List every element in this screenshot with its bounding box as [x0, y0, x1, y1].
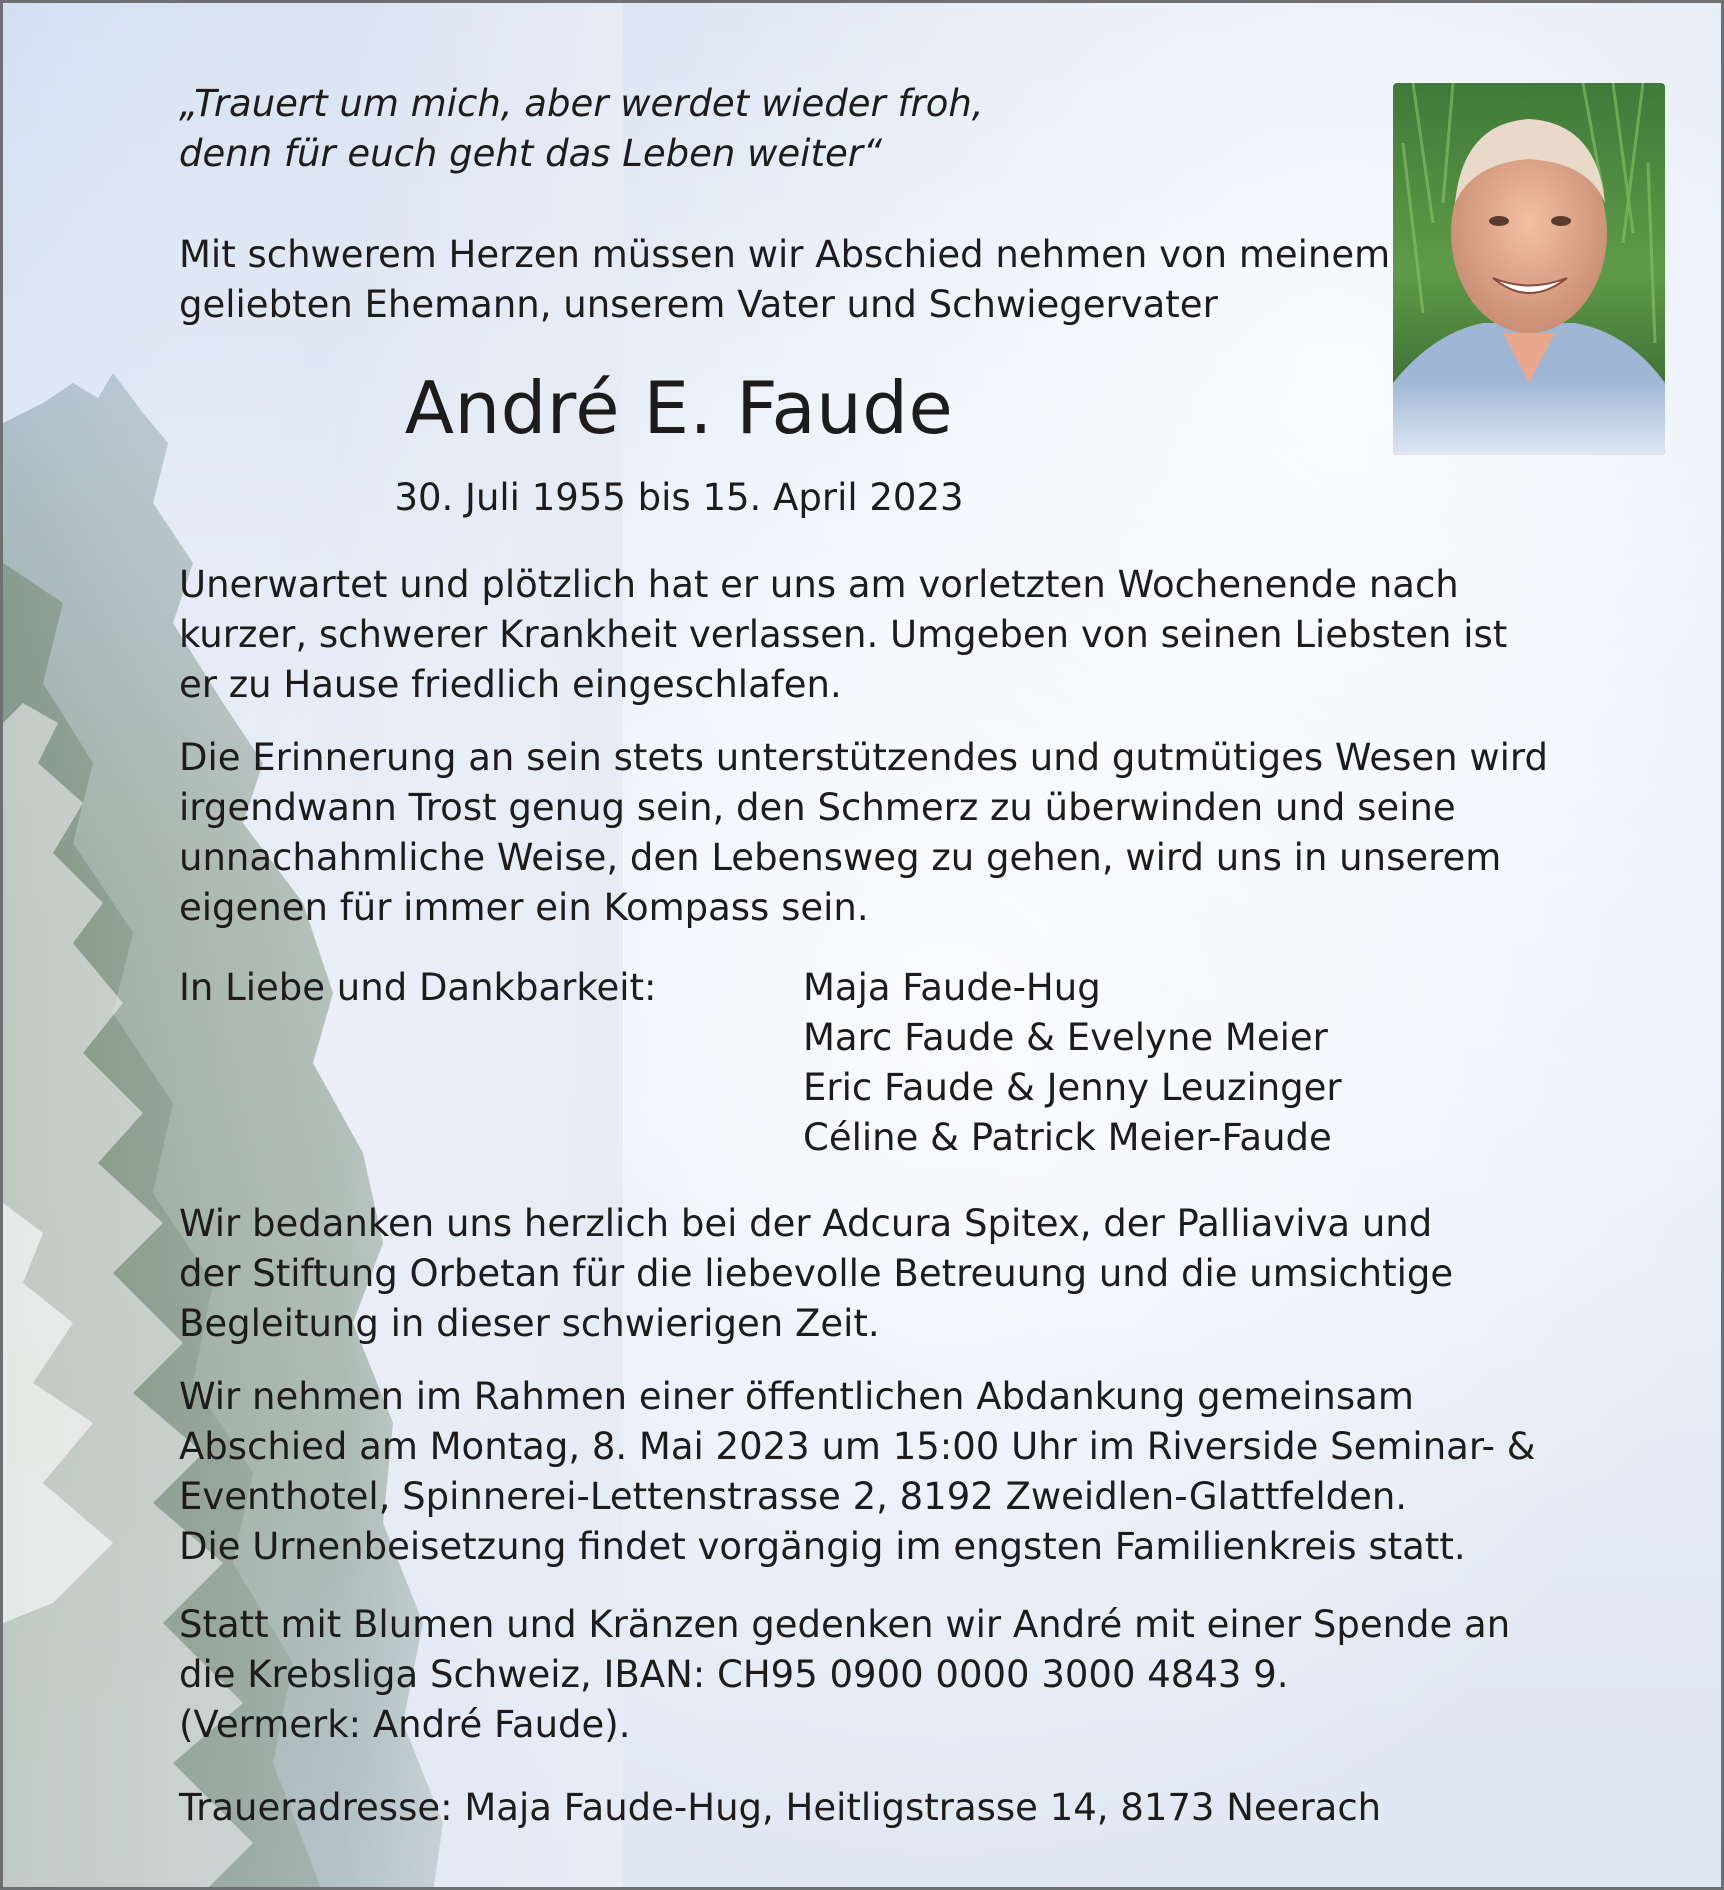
paragraph-line: Abschied am Montag, 8. Mai 2023 um 15:00 Uhr im Riverside Seminar- & — [179, 1425, 1536, 1468]
paragraph-passing — [179, 560, 1559, 710]
paragraph-line: Eventhotel, Spinnerei-Lettenstrasse 2, 8192 Zweidlen-Glattfelden. — [179, 1475, 1408, 1518]
mourners-label: In Liebe und Dankbarkeit: — [179, 966, 657, 1009]
paragraph-line: kurzer, schwerer Krankheit verlassen. Umgeben von seinen Liebsten ist — [179, 613, 1508, 656]
paragraph-line: Begleitung in dieser schwierigen Zeit. — [179, 1302, 880, 1345]
life-dates: 30. Juli 1955 bis 15. April 2023 — [394, 476, 964, 519]
paragraph-line: Statt mit Blumen und Kränzen gedenken wir André mit einer Spende an — [179, 1603, 1511, 1646]
paragraph-line: Die Erinnerung an sein stets unterstützendes und gutmütiges Wesen wird — [179, 736, 1548, 779]
paragraph-line: unnachahmliche Weise, den Lebensweg zu gehen, wird uns in unserem — [179, 836, 1502, 879]
mourner-name: Marc Faude & Evelyne Meier — [803, 1016, 1328, 1059]
intro-line: Mit schwerem Herzen müssen wir Abschied nehmen von meinem — [179, 233, 1391, 276]
mourner-name: Maja Faude-Hug — [803, 966, 1101, 1009]
paragraph-line: Wir nehmen im Rahmen einer öffentlichen Abdankung gemeinsam — [179, 1375, 1414, 1418]
paragraph-line: die Krebsliga Schweiz, IBAN: CH95 0900 0000 3000 4843 9. — [179, 1653, 1289, 1696]
paragraph-donation — [179, 1600, 1559, 1750]
paragraph-line: er zu Hause friedlich eingeschlafen. — [179, 663, 842, 706]
paragraph-line: (Vermerk: André Faude). — [179, 1703, 631, 1746]
paragraph-thanks — [179, 1199, 1559, 1349]
quote-line: „Trauert um mich, aber werdet wieder froh, — [179, 82, 984, 125]
intro-line: geliebten Ehemann, unserem Vater und Schwiegervater — [179, 283, 1218, 326]
quote-line: denn für euch geht das Leben weiter“ — [179, 132, 883, 175]
mourner-name: Céline & Patrick Meier-Faude — [803, 1116, 1332, 1159]
paragraph-memory — [179, 733, 1559, 933]
deceased-name: André E. Faude — [404, 366, 954, 450]
paragraph-line: eigenen für immer ein Kompass sein. — [179, 886, 869, 929]
paragraph-ceremony — [179, 1372, 1559, 1572]
address-line: Traueradresse: Maja Faude-Hug, Heitligstrasse 14, 8173 Neerach — [179, 1786, 1382, 1829]
paragraph-line: der Stiftung Orbetan für die liebevolle Betreuung und die umsichtige — [179, 1252, 1454, 1295]
paragraph-line: Unerwartet und plötzlich hat er uns am vorletzten Wochenende nach — [179, 563, 1459, 606]
mourning-address — [179, 1783, 1559, 1833]
mourners-list — [803, 963, 1342, 1163]
intro-paragraph — [179, 230, 1391, 330]
mourner-name: Eric Faude & Jenny Leuzinger — [803, 1066, 1342, 1109]
paragraph-line: irgendwann Trost genug sein, den Schmerz zu überwinden und seine — [179, 786, 1456, 829]
paragraph-line: Wir bedanken uns herzlich bei der Adcura Spitex, der Palliaviva und — [179, 1202, 1433, 1245]
paragraph-line: Die Urnenbeisetzung findet vorgängig im engsten Familienkreis statt. — [179, 1525, 1466, 1568]
epigraph-quote — [179, 79, 1179, 179]
